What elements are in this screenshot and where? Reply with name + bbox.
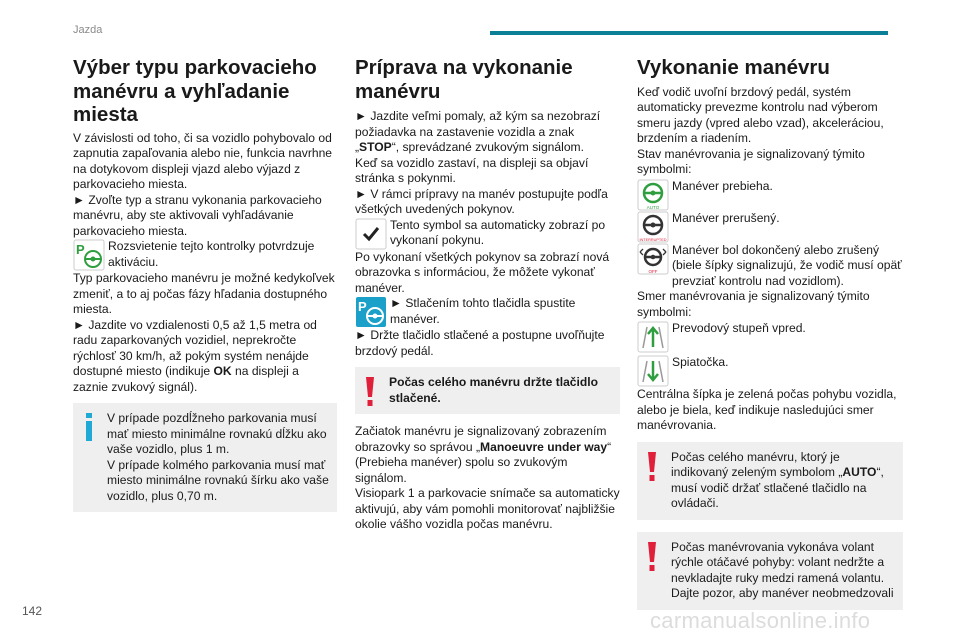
status-auto-text: Manéver prebieha. (672, 178, 773, 193)
park-assist-button-icon (355, 296, 387, 328)
info-box (73, 403, 337, 512)
instruction: ► Jazdite vo vzdialenosti 0,5 až 1,5 metra od radu zaparkovaných vozidiel, neprekročte rýchlosť 30 km/h, až pokým systém nenájde dostupné miesto (indikuje OK na displeji a zaznie zvukový signál). (73, 317, 317, 394)
paragraph: Typ parkovacieho manévru je možné kedykoľvek zmeniť, a to aj počas fázy hľadania dostupného miesta. (73, 271, 335, 316)
svg-text:OFF: OFF (648, 268, 658, 274)
start-button-text: ► Stlačením tohto tlačidla spustite manéver. (390, 296, 576, 326)
warning-icon (647, 452, 657, 482)
instruction: ► Zvoľte typ a stranu vykonania parkovacieho manévru, aby ste aktivovali vyhľadávanie parkovacieho miesta. (73, 192, 322, 238)
paragraph: Keď vodič uvoľní brzdový pedál, systém automaticky prevezme kontrolu nad výberom smeru jazdy (vpred alebo vzad), akceleráciou, brzdením a riadením. (637, 84, 884, 145)
column-2 (355, 56, 620, 533)
svg-text:P: P (358, 299, 367, 314)
warning-icon (365, 377, 375, 407)
info-text: V prípade kolmého parkovania musí mať miesto minimálne rovnakú šírku ako vaše vozidlo, plus 0,70 m. (107, 457, 329, 503)
steering-wheel-auto-icon (637, 179, 669, 211)
indicator-text: Rozsvietenie tejto kontrolky potvrdzuje aktiváciu. (108, 239, 315, 269)
warning-box (637, 442, 903, 520)
spacer (355, 414, 620, 424)
svg-text:INTERRUPTED: INTERRUPTED (639, 237, 667, 242)
paragraph: Centrálna šípka je zelená počas pohybu vozidla, alebo je biela, keď indikuje nasledujúci smer manévrovania. (637, 387, 897, 432)
paragraph: Stav manévrovania je signalizovaný týmito symbolmi: (637, 146, 865, 176)
park-assist-indicator-icon (73, 239, 105, 271)
direction-reverse-text: Spiatočka. (672, 355, 729, 369)
warning-box (355, 367, 620, 414)
warning-text: Počas manévrovania vykonáva volant rýchle otáčavé pohyby: volant nedržte a nevkladajte ruky medzi ramená volantu. (671, 539, 885, 585)
instruction: ► Držte tlačidlo stlačené a postupne uvoľňujte brzdový pedál. (355, 328, 605, 358)
warning-icon (647, 542, 657, 572)
info-icon (83, 413, 95, 441)
page-number: 142 (22, 604, 43, 618)
direction-forward-row (637, 321, 903, 353)
paragraph: Keď sa vozidlo zastaví, na displeji sa objaví stránka s pokynmi. (355, 155, 589, 185)
section-title: Vykonanie manévru (637, 56, 830, 79)
svg-text:P: P (76, 242, 85, 257)
running-header: Jazda (73, 24, 103, 36)
info-text: V prípade pozdĺžneho parkovania musí mať miesto minimálne rovnakú dĺžku ako vaše vozidlo, plus 1 m. (107, 411, 327, 456)
paragraph: Začiatok manévru je signalizovaný zobrazením obrazovky so správou „Manoeuvre under way“ (Prebieha manéver) spolu so zvukovým signálom. (355, 424, 612, 485)
arrow-reverse-icon (637, 355, 669, 387)
warning-text: Počas celého manévru, ktorý je indikovaný zeleným symbolom „AUTO“, musí vodič držať stlačené tlačidlo na ovládači. (671, 449, 884, 510)
check-symbol-text: Tento symbol sa automaticky zobrazí po vykonaní pokynu. (390, 217, 606, 247)
warning-text: Počas celého manévru držte tlačidlo stlačené. (389, 375, 599, 405)
status-off-row (637, 243, 903, 290)
column-1 (73, 56, 337, 512)
header-accent-bar (490, 31, 888, 35)
instruction: ► V rámci prípravy na manév postupujte podľa všetkých uvedených pokynov. (355, 186, 608, 216)
paragraph: Po vykonaní všetkých pokynov sa zobrazí nová obrazovka s informáciou, že môžete vykonať manéver. (355, 249, 610, 295)
warning-text: Dajte pozor, aby manéver neobmedzovali (671, 586, 894, 600)
checkmark-icon (355, 218, 387, 250)
paragraph: Visiopark 1 a parkovacie snímače sa automaticky aktivujú, aby vám pomohli monitorovať najbližšie okolie vášho vozidla počas manévru. (355, 486, 620, 531)
instruction: ► Jazdite veľmi pomaly, až kým sa nezobrazí požiadavka na zastavenie vozidla a znak „STOP“, sprevádzané zvukovým signálom. (355, 109, 601, 154)
start-button-row (355, 296, 620, 328)
status-interrupted-text: Manéver prerušený. (672, 210, 780, 225)
status-off-text: Manéver bol dokončený alebo zrušený (biele šípky signalizujú, že vodič musí opäť prevziať kontrolu nad vozidlom). (672, 242, 902, 288)
warning-box (637, 532, 903, 610)
section-title: Príprava na vykonanie manévru (355, 56, 573, 103)
arrow-forward-icon (637, 321, 669, 353)
status-auto-row (637, 179, 903, 211)
svg-text:AUTO: AUTO (646, 204, 660, 210)
direction-reverse-row (637, 355, 903, 387)
check-symbol-row (355, 218, 620, 250)
column-3 (637, 56, 903, 610)
watermark: carmanualsonline.info (650, 608, 871, 633)
steering-wheel-interrupted-icon (637, 211, 669, 243)
direction-forward-text: Prevodový stupeň vpred. (672, 321, 806, 335)
paragraph: Smer manévrovania je signalizovaný týmito symbolmi: (637, 289, 870, 319)
steering-wheel-off-icon (637, 243, 669, 275)
paragraph: V závislosti od toho, či sa vozidlo pohybovalo od zapnutia zapaľovania alebo nie, funkcia navrhne na dotykovom displeji vjazd alebo výjazd z parkovacieho miesta. (73, 130, 333, 191)
indicator-row (73, 239, 337, 271)
status-interrupted-row (637, 211, 903, 243)
section-title: Výber typu parkovacieho manévru a vyhľadanie miesta (73, 56, 317, 126)
